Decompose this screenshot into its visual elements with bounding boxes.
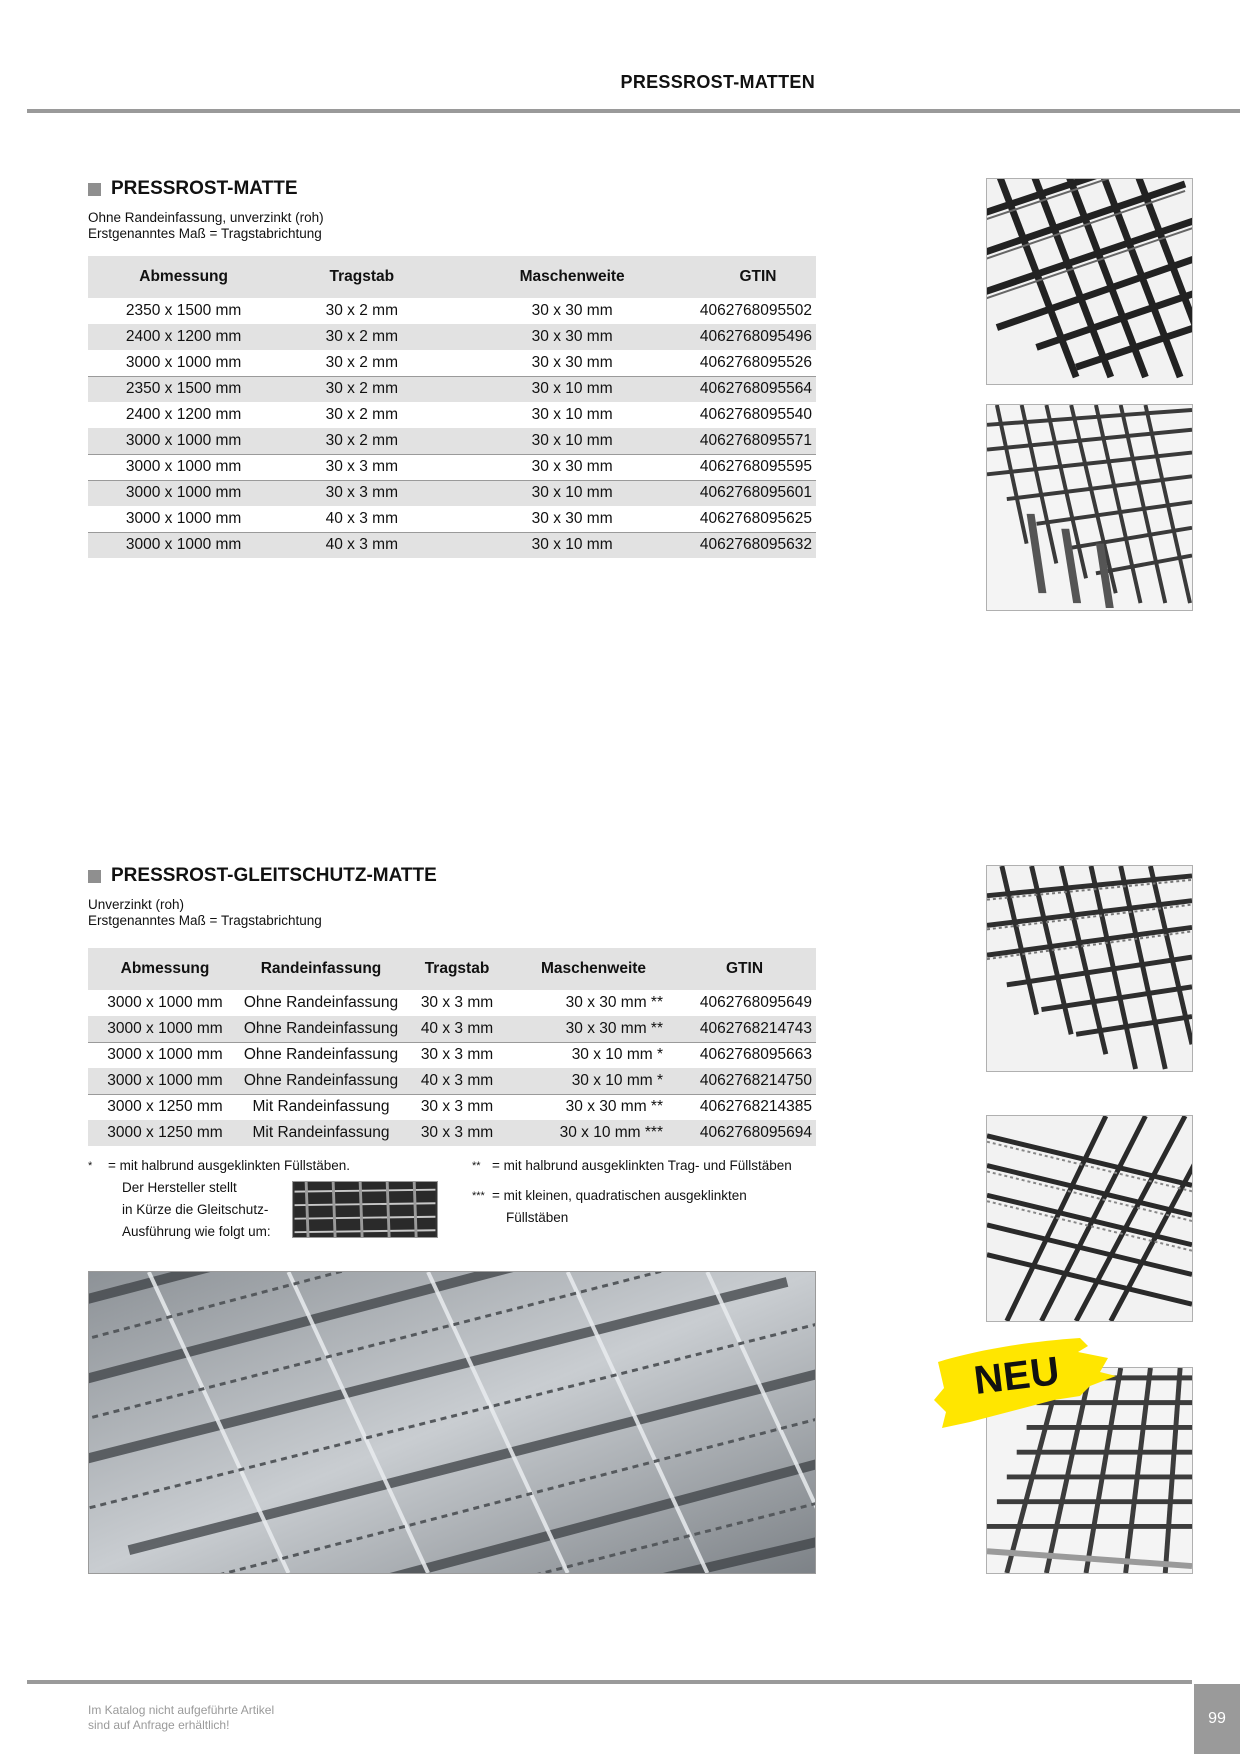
cell-tragstab: 30 x 2 mm [279,428,444,454]
subtitle-line-2: Erstgenanntes Maß = Tragstabrichtung [88,913,322,928]
cell-abmessung: 3000 x 1000 mm [88,480,279,506]
cell-maschenweite: 30 x 30 mm [531,509,613,527]
section-title-text: PRESSROST-GLEITSCHUTZ-MATTE [111,865,437,886]
table-pressrost-matte [88,256,816,558]
table-gleitschutz-matte [88,948,816,1146]
table-row [88,1016,816,1042]
section-pressrost-matte [88,178,816,242]
table-row [88,506,816,532]
table-row [88,324,816,350]
cell-maschenweite: 30 x 10 mm [444,376,700,402]
cell-tragstab: 40 x 3 mm [325,509,398,527]
section-bullet-square [88,870,101,883]
section-subtitle [88,210,816,242]
cell-gtin: 4062768095601 [700,480,816,506]
footnote-mark: *** [472,1190,485,1202]
cell-maschenweite: 30 x 10 mm * [514,1042,673,1068]
cell-tragstab: 30 x 2 mm [279,324,444,350]
gleitschutz-closeup-photo [88,1271,816,1574]
cell-abmessung: 3000 x 1000 mm [125,353,242,371]
cell-maschenweite: 30 x 30 mm [444,324,700,350]
section-bullet-square [88,183,101,196]
footnote-text-continued: Füllstäben [506,1210,569,1225]
column-header: GTIN [673,948,816,990]
cell-maschenweite: 30 x 10 mm [444,532,700,558]
cell-tragstab: 30 x 2 mm [325,406,398,423]
table-header-row [88,948,816,990]
footnote-mark: * [88,1160,93,1172]
cell-abmessung: 3000 x 1000 mm [88,428,279,454]
footnote-left [88,1155,468,1243]
table-row [88,350,816,376]
cell-gtin: 4062768095502 [699,302,812,319]
cell-gtin: 4062768214743 [673,1016,816,1042]
cell-gtin: 4062768214750 [673,1068,816,1094]
subtitle-line-1: Unverzinkt (roh) [88,897,185,912]
cell-tragstab: 30 x 3 mm [279,480,444,506]
grating-photo-graphic [987,405,1192,610]
footer-note-line-1: Im Katalog nicht aufgeführte Artikel [88,1703,275,1717]
cell-gtin: 4062768095564 [700,376,816,402]
cell-maschenweite: 30 x 10 mm *** [514,1120,673,1146]
column-header: Tragstab [279,256,444,298]
section-title-text: PRESSROST-MATTE [111,178,298,199]
grating-photo-graphic [987,866,1192,1071]
header-rule [27,109,1240,113]
section-title [88,178,816,200]
cell-gtin: 4062768214385 [673,1094,816,1120]
cell-gtin: 4062768095595 [700,454,816,480]
cell-abmessung: 3000 x 1000 mm [88,1016,242,1042]
cell-randeinfassung: Mit Randeinfassung [242,1120,400,1146]
product-photo-gleitschutz-2 [986,1115,1193,1322]
cell-tragstab: 40 x 3 mm [400,1016,514,1042]
table-row [88,428,816,454]
cell-abmessung: 2400 x 1200 mm [88,324,279,350]
column-header: Maschenweite [514,948,673,990]
column-header: Maschenweite [444,256,700,298]
table-gleitschutz-matte-wrapper [88,948,816,1146]
manufacturer-note-line-1: Der Hersteller stellt [122,1180,237,1195]
cell-abmessung: 2400 x 1200 mm [125,406,242,423]
cell-abmessung: 3000 x 1250 mm [88,1094,242,1120]
table-row [88,376,816,402]
cell-gtin: 4062768095571 [700,428,816,454]
section-subtitle [88,897,816,929]
cell-randeinfassung: Ohne Randeinfassung [242,1016,400,1042]
grating-photo-graphic [987,179,1192,384]
cell-abmessung: 3000 x 1000 mm [107,994,223,1011]
manufacturer-note-line-2: in Kürze die Gleitschutz- [122,1202,269,1217]
cell-gtin: 4062768095625 [699,509,812,527]
gleitschutz-sample-graphic [293,1182,437,1237]
cell-abmessung: 3000 x 1000 mm [88,532,279,558]
table-row [88,298,816,324]
product-photo-grating-1 [986,178,1193,385]
cell-randeinfassung: Ohne Randeinfassung [242,1042,400,1068]
cell-randeinfassung: Ohne Randeinfassung [242,1068,400,1094]
cell-tragstab: 30 x 2 mm [325,353,398,371]
cell-gtin: 4062768095663 [673,1042,816,1068]
table-row [88,402,816,428]
product-photo-grating-2 [986,404,1193,611]
table-row [88,1120,816,1146]
table-row [88,1042,816,1068]
product-photo-gleitschutz-1 [986,865,1193,1072]
cell-randeinfassung: Mit Randeinfassung [242,1094,400,1120]
footer-rule [27,1680,1192,1684]
cell-gtin: 4062768095526 [699,353,812,371]
table-row [88,480,816,506]
cell-maschenweite: 30 x 10 mm [444,480,700,506]
footnote-star3 [472,1185,818,1207]
cell-abmessung: 3000 x 1250 mm [88,1120,242,1146]
cell-randeinfassung: Ohne Randeinfassung [243,994,399,1011]
cell-tragstab: 30 x 2 mm [279,376,444,402]
section-pressrost-gleitschutz-matte [88,865,816,929]
footer-note [88,1703,274,1733]
cell-gtin: 4062768095694 [673,1120,816,1146]
subtitle-line-1: Ohne Randeinfassung, unverzinkt (roh) [88,210,324,225]
cell-maschenweite: 30 x 30 mm ** [514,1016,673,1042]
cell-maschenweite: 30 x 10 mm * [514,1068,673,1094]
subtitle-line-2: Erstgenanntes Maß = Tragstabrichtung [88,226,322,241]
cell-tragstab: 30 x 2 mm [325,302,398,319]
table-pressrost-matte-wrapper [88,256,816,558]
cell-abmessung: 3000 x 1000 mm [88,454,279,480]
footnote-text: = mit halbrund ausgeklinkten Füllstäben. [108,1158,351,1173]
cell-gtin: 4062768095649 [699,994,812,1011]
cell-tragstab: 30 x 3 mm [420,994,494,1011]
table-row [88,532,816,558]
cell-maschenweite: 30 x 30 mm [444,454,700,480]
cell-tragstab: 40 x 3 mm [279,532,444,558]
manufacturer-note-line-3: Ausführung wie folgt um: [122,1224,271,1239]
table-row [88,1068,816,1094]
table-row [88,454,816,480]
cell-abmessung: 2350 x 1500 mm [125,302,242,319]
footnote-text: = mit halbrund ausgeklinkten Trag- und Füllstäben [492,1158,792,1173]
table-row [88,1094,816,1120]
cell-maschenweite: 30 x 30 mm ** [565,994,663,1011]
footnote-star2 [472,1155,818,1177]
section-title [88,865,816,887]
cell-abmessung: 3000 x 1000 mm [125,509,242,527]
footnote-mark: ** [472,1160,481,1172]
cell-abmessung: 2350 x 1500 mm [88,376,279,402]
table-header-row [88,256,816,298]
page-number: 99 [1194,1684,1240,1754]
closeup-grating-graphic [89,1272,815,1573]
cell-tragstab: 40 x 3 mm [400,1068,514,1094]
cell-tragstab: 30 x 3 mm [400,1094,514,1120]
cell-gtin: 4062768095632 [700,532,816,558]
cell-maschenweite: 30 x 30 mm [531,302,613,319]
column-header: Randeinfassung [242,948,400,990]
new-badge-label: NEU [971,1348,1063,1404]
gleitschutz-sample-photo [292,1181,438,1238]
cell-gtin: 4062768095540 [699,406,812,423]
column-header: Abmessung [88,948,242,990]
cell-gtin: 4062768095496 [700,324,816,350]
grating-photo-graphic [987,1116,1192,1321]
cell-tragstab: 30 x 3 mm [400,1120,514,1146]
new-badge [930,1330,1120,1435]
cell-maschenweite: 30 x 10 mm [444,428,700,454]
table-row [88,990,816,1016]
column-header: GTIN [700,256,816,298]
page-header-title: PRESSROST-MATTEN [620,72,815,92]
cell-maschenweite: 30 x 30 mm ** [514,1094,673,1120]
cell-tragstab: 30 x 3 mm [400,1042,514,1068]
column-header: Tragstab [400,948,514,990]
footnote-right [472,1155,818,1229]
cell-maschenweite: 30 x 30 mm [531,353,613,371]
cell-abmessung: 3000 x 1000 mm [88,1068,242,1094]
column-header: Abmessung [88,256,279,298]
footnote-text: = mit kleinen, quadratischen ausgeklinkten [492,1188,747,1203]
cell-maschenweite: 30 x 10 mm [531,406,613,423]
cell-tragstab: 30 x 3 mm [279,454,444,480]
cell-abmessung: 3000 x 1000 mm [88,1042,242,1068]
footnote-star1 [88,1155,468,1177]
footer-note-line-2: sind auf Anfrage erhältlich! [88,1718,230,1732]
